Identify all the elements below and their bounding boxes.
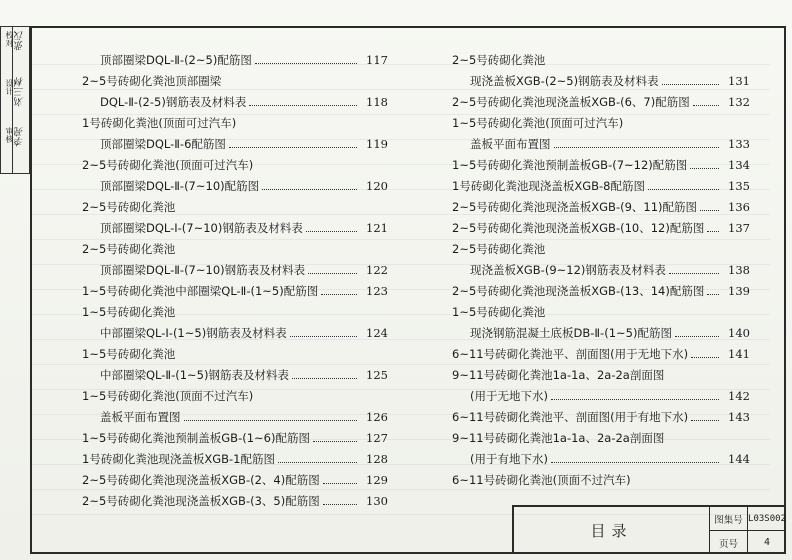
toc-entry-page: 133 [728,137,750,151]
toc-entry-page: 125 [366,368,388,382]
toc-entry [452,193,750,214]
toc-leader-dots [662,84,719,85]
toc-entry-page: 130 [366,494,388,508]
toc-leader-dots [306,231,357,232]
toc-leader-dots [693,105,719,106]
binding-strip [0,26,30,174]
toc-entry-title: 6~11号砖砌化粪池(顶面不过汽车) [452,473,631,487]
toc-leader-dots [554,147,720,148]
toc-entry [452,172,750,193]
toc-entry-title: 1~5号砖砌化粪池(顶面可过汽车) [452,116,624,130]
atlas-number-label: 图集号 [714,514,743,526]
toc-leader-dots [290,336,357,337]
binding-signature-2: 刘三林 [15,77,26,107]
title-block-title: 目录 [514,507,710,554]
toc-entry-title: 1号砖砌化粪池(顶面可过汽车) [82,116,237,130]
toc-entry-page: 134 [728,158,750,172]
toc-entry-title: 2~5号砖砌化粪池现浇盖板XGB-(10、12)配筋图 [452,221,705,235]
toc-entry-title: 盖板平面布置图 [100,410,181,424]
toc-entry-title: 2~5号砖砌化粪池现浇盖板XGB-(2、4)配筋图 [82,473,320,487]
binding-signature-3: 李亮 [15,127,26,147]
toc-entry [82,109,388,130]
toc-entry-title: 2~5号砖砌化粪池 [82,242,176,256]
toc-entry-page: 136 [728,200,750,214]
toc-leader-dots [323,483,357,484]
toc-entry [452,466,750,487]
toc-entry-title: 2~5号砖砌化粪池 [452,242,546,256]
toc-leader-dots [323,504,357,505]
toc-leader-dots [648,189,719,190]
toc-leader-dots [700,210,719,211]
toc-entry [452,256,750,277]
toc-entry [82,193,388,214]
toc-entry [82,151,388,172]
toc-entry-page: 122 [366,263,388,277]
toc-entry-title: 2~5号砖砌化粪池现浇盖板XGB-(3、5)配筋图 [82,494,320,508]
toc-entry [82,361,388,382]
toc-leader-dots [249,105,357,106]
toc-entry-title: 2~5号砖砌化粪池(顶面可过汽车) [82,158,254,172]
toc-entry [82,382,388,403]
toc-entry [82,172,388,193]
toc-entry-title: 1~5号砖砌化粪池预制盖板GB-(1~6)配筋图 [82,431,310,445]
toc-entry-title: 中部圈梁QL-Ⅱ-(1~5)钢筋表及材料表 [100,368,289,382]
toc-entry-title: 1号砖砌化粪池现浇盖板XGB-1配筋图 [82,452,275,466]
toc-entry-title: 9~11号砖砌化粪池1a-1a、2a-2a剖面图 [452,431,665,445]
toc-entry-title: 盖板平面布置图 [470,137,551,151]
toc-entry-title: 中部圈梁QL-Ⅰ-(1~5)钢筋表及材料表 [100,326,287,340]
toc-entry-page: 132 [728,95,750,109]
toc-entry-page: 128 [366,452,388,466]
toc-entry-title: 1~5号砖砌化粪池 [82,305,176,319]
toc-entry-title: 顶部圈梁DQL-Ⅱ-(7~10)钢筋表及材料表 [100,263,306,277]
toc-entry [452,403,750,424]
toc-entry-page: 141 [728,347,750,361]
toc-entry [452,46,750,67]
title-block [512,505,786,554]
toc-entry [452,88,750,109]
toc-right-column [452,46,750,487]
toc-leader-dots [255,63,357,64]
toc-entry-title: DQL-Ⅱ-(2-5)钢筋表及材料表 [100,95,247,109]
toc-entry [82,256,388,277]
toc-leader-dots [229,147,357,148]
toc-entry [82,130,388,151]
toc-entry-page: 124 [366,326,388,340]
binding-label-approve: 审核 [5,127,14,143]
toc-entry [452,109,750,130]
toc-entry [82,403,388,424]
toc-entry-title: 2~5号砖砌化粪池现浇盖板XGB-(13、14)配筋图 [452,284,705,298]
toc-entry-page: 123 [366,284,388,298]
toc-entry [452,277,750,298]
toc-entry-page: 138 [728,263,750,277]
toc-entry [452,424,750,445]
toc-entry-title: 1~5号砖砌化粪池 [452,305,546,319]
toc-entry-page: 137 [728,221,750,235]
toc-leader-dots [278,462,357,463]
toc-entry [452,361,750,382]
binding-label-design: 设计 [5,79,14,95]
toc-entry-title: (用于有地下水) [470,452,548,466]
atlas-number-value: L03S002 [748,513,786,524]
toc-entry-title: 顶部圈梁DQL-Ⅱ-6配筋图 [100,137,226,151]
toc-entry [82,487,388,508]
binding-signature-1: 张汉 [15,31,26,51]
toc-entry [82,298,388,319]
toc-entry [82,235,388,256]
toc-entry [82,67,388,88]
toc-entry-title: 顶部圈梁DQL-Ⅰ-(7~10)钢筋表及材料表 [100,221,303,235]
toc-entry [82,424,388,445]
toc-entry-title: (用于无地下水) [470,389,548,403]
toc-entry [452,298,750,319]
toc-entry-title: 6~11号砖砌化粪池平、剖面图(用于有地下水) [452,410,689,424]
toc-entry [82,319,388,340]
toc-entry [82,46,388,67]
toc-entry-title: 2~5号砖砌化粪池现浇盖板XGB-(6、7)配筋图 [452,95,690,109]
toc-entry-page: 143 [728,410,750,424]
toc-entry-page: 129 [366,473,388,487]
toc-leader-dots [551,462,719,463]
toc-leader-dots [707,231,719,232]
toc-entry-page: 142 [728,389,750,403]
toc-entry [452,445,750,466]
toc-entry-title: 2~5号砖砌化粪池 [452,53,546,67]
binding-label-review: 校对 [5,31,14,47]
toc-leader-dots [308,273,357,274]
toc-entry [82,466,388,487]
toc-leader-dots [691,420,719,421]
page-number-value: 4 [763,537,771,548]
toc-entry-page: 126 [366,410,388,424]
toc-entry-title: 顶部圈梁DQL-Ⅱ-(2~5)配筋图 [100,53,252,67]
toc-entry-title: 9~11号砖砌化粪池1a-1a、2a-2a剖面图 [452,368,665,382]
toc-entry [82,340,388,361]
toc-entry-title: 1~5号砖砌化粪池 [82,347,176,361]
toc-leader-dots [690,168,719,169]
toc-leader-dots [292,378,357,379]
toc-entry-page: 131 [728,74,750,88]
toc-entry [82,445,388,466]
toc-entry [452,319,750,340]
toc-entry-page: 119 [366,137,388,151]
toc-leader-dots [691,357,719,358]
toc-entry-title: 2~5号砖砌化粪池顶部圈梁 [82,74,222,88]
toc-entry [452,382,750,403]
toc-entry-page: 135 [728,179,750,193]
toc-entry-title: 现浇盖板XGB-(2~5)钢筋表及材料表 [470,74,659,88]
toc-entry-title: 现浇盖板XGB-(9~12)钢筋表及材料表 [470,263,666,277]
toc-entry-title: 顶部圈梁DQL-Ⅱ-(7~10)配筋图 [100,179,260,193]
toc-entry-title: 1号砖砌化粪池现浇盖板XGB-8配筋图 [452,179,645,193]
toc-leader-dots [184,420,358,421]
toc-entry [452,151,750,172]
toc-entry-page: 118 [366,95,388,109]
toc-entry [452,235,750,256]
toc-entry [82,277,388,298]
toc-leader-dots [262,189,357,190]
toc-entry-title: 1~5号砖砌化粪池中部圈梁QL-Ⅱ-(1~5)配筋图 [82,284,319,298]
toc-entry [82,214,388,235]
toc-entry-page: 144 [728,452,750,466]
toc-entry [452,214,750,235]
toc-entry-title: 1~5号砖砌化粪池(顶面不过汽车) [82,389,254,403]
toc-entry-title: 6~11号砖砌化粪池平、剖面图(用于无地下水) [452,347,689,361]
toc-entry-page: 117 [366,53,388,67]
toc-entry-page: 121 [366,221,388,235]
toc-leader-dots [675,336,719,337]
toc-entry-page: 127 [366,431,388,445]
toc-entry [452,340,750,361]
toc-entry-page: 140 [728,326,750,340]
page-number-label: 页号 [718,538,738,550]
toc-leader-dots [321,294,357,295]
toc-entry-page: 120 [366,179,388,193]
toc-leader-dots [551,399,719,400]
toc-entry [452,67,750,88]
toc-left-column [82,46,388,508]
toc-entry-title: 2~5号砖砌化粪池现浇盖板XGB-(9、11)配筋图 [452,200,698,214]
toc-leader-dots [313,441,357,442]
toc-entry [452,130,750,151]
toc-entry-title: 2~5号砖砌化粪池 [82,200,176,214]
toc-entry-page: 139 [728,284,750,298]
toc-leader-dots [669,273,719,274]
toc-leader-dots [707,294,719,295]
toc-entry-title: 1~5号砖砌化粪池预制盖板GB-(7~12)配筋图 [452,158,688,172]
toc-entry-title: 现浇钢筋混凝土底板DB-Ⅱ-(1~5)配筋图 [470,326,672,340]
toc-entry [82,88,388,109]
